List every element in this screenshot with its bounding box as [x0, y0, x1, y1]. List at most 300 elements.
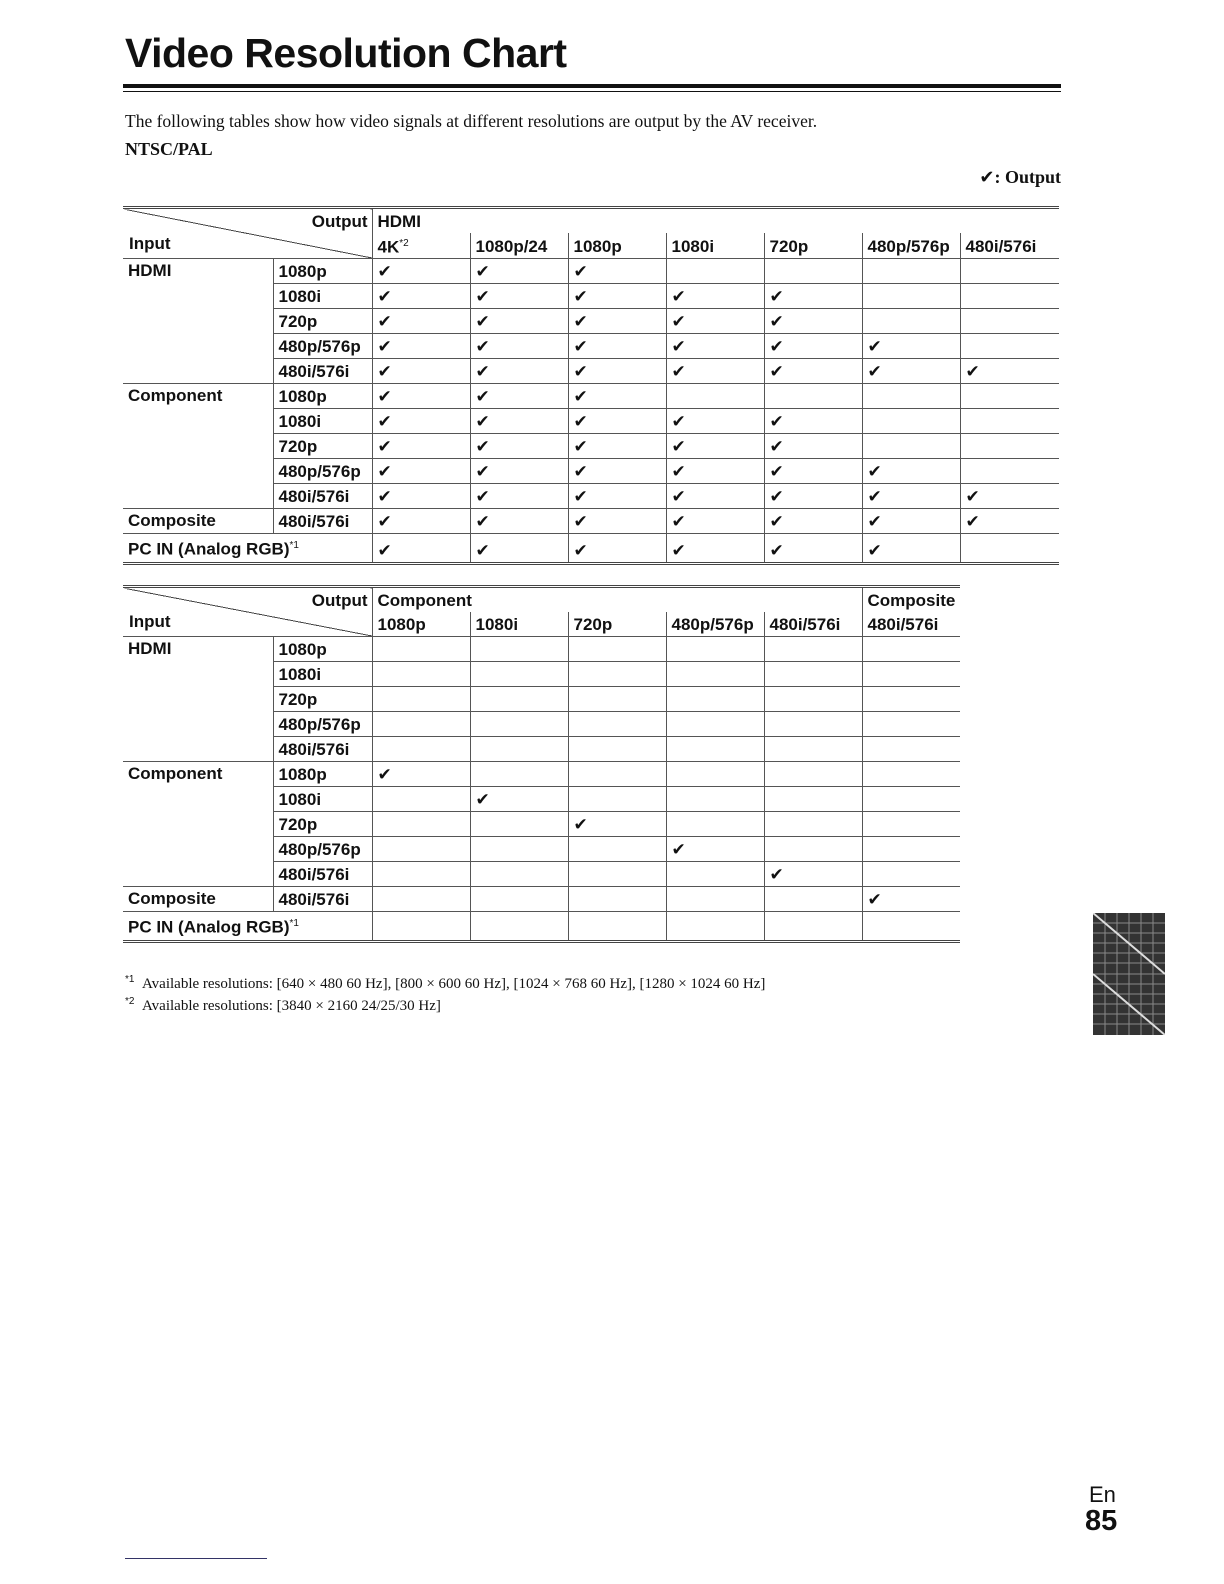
output-cell	[372, 534, 470, 564]
output-cell	[666, 459, 764, 484]
output-cell	[372, 812, 470, 837]
check-icon: ✔	[377, 337, 392, 358]
output-cell	[568, 384, 666, 409]
corner-header	[123, 587, 372, 637]
table-row	[123, 259, 1059, 284]
output-cell	[470, 359, 568, 384]
output-cell	[862, 384, 960, 409]
output-cell	[666, 359, 764, 384]
input-resolution: 1080p	[273, 259, 372, 284]
output-cell	[764, 712, 862, 737]
output-cell	[960, 534, 1059, 564]
input-group-label: HDMI	[123, 637, 273, 762]
output-cell	[470, 812, 568, 837]
footnote-mark: *1	[125, 974, 135, 985]
output-cell	[764, 309, 862, 334]
output-cell	[764, 359, 862, 384]
check-icon: ✔	[769, 312, 784, 333]
output-cell	[666, 837, 764, 862]
check-icon: ✔	[769, 865, 784, 885]
footnote-2	[125, 996, 441, 1015]
input-resolution: 720p	[273, 687, 372, 712]
output-cell	[862, 284, 960, 309]
input-resolution: 480i/576i	[273, 509, 372, 534]
output-cell	[372, 687, 470, 712]
output-cell	[470, 409, 568, 434]
input-resolution: 480i/576i	[273, 862, 372, 887]
output-cell	[764, 484, 862, 509]
check-icon: ✔	[377, 512, 392, 533]
output-cell	[764, 912, 862, 942]
footnote-mark: *2	[125, 996, 135, 1007]
check-icon: ✔	[377, 312, 392, 333]
column-header: 480i/576i	[960, 233, 1059, 259]
page-number: 85	[1085, 1505, 1118, 1537]
output-cell	[470, 434, 568, 459]
output-cell	[372, 409, 470, 434]
output-cell	[862, 334, 960, 359]
output-cell	[862, 459, 960, 484]
output-cell	[568, 309, 666, 334]
output-cell	[764, 837, 862, 862]
input-resolution: 1080p	[273, 762, 372, 787]
check-icon: ✔	[671, 487, 686, 508]
output-cell	[960, 384, 1059, 409]
output-cell	[764, 459, 862, 484]
output-cell	[372, 662, 470, 687]
output-cell	[666, 887, 764, 912]
input-group-label: PC IN (Analog RGB)$^{*1}$	[123, 534, 372, 564]
check-icon: ✔	[475, 337, 490, 358]
output-cell	[568, 787, 666, 812]
check-icon: ✔	[475, 512, 490, 533]
output-cell	[862, 762, 960, 787]
output-cell	[764, 687, 862, 712]
input-resolution: 1080p	[273, 384, 372, 409]
output-cell	[862, 509, 960, 534]
column-header: 720p	[764, 233, 862, 259]
output-cell	[666, 737, 764, 762]
output-cell	[960, 409, 1059, 434]
output-cell	[372, 887, 470, 912]
output-cell	[862, 534, 960, 564]
input-resolution: 1080i	[273, 662, 372, 687]
section-tab-graphic	[1093, 913, 1165, 1035]
check-icon: ✔	[573, 262, 588, 283]
output-cell	[372, 712, 470, 737]
footnote-text: Available resolutions: [640 × 480 60 Hz], [800 × 600 60 Hz], [1024 × 768 60 Hz], [1280 × 1024 60 Hz]	[141, 976, 766, 992]
output-cell	[862, 887, 960, 912]
column-header: 1080p	[372, 612, 470, 637]
output-cell	[470, 662, 568, 687]
output-label: Output	[311, 591, 368, 610]
input-label: Input	[129, 234, 171, 254]
output-cell	[666, 787, 764, 812]
check-icon: ✔	[475, 362, 490, 383]
output-cell	[568, 662, 666, 687]
output-cell	[764, 334, 862, 359]
check-icon: ✔	[671, 362, 686, 383]
input-resolution: 480p/576p	[273, 712, 372, 737]
output-cell	[862, 712, 960, 737]
output-cell	[568, 887, 666, 912]
check-icon: ✔	[475, 462, 490, 483]
output-cell	[372, 912, 470, 942]
table-row	[123, 887, 960, 912]
output-cell	[960, 259, 1059, 284]
output-cell	[666, 762, 764, 787]
check-icon: ✔	[475, 790, 490, 810]
output-cell	[764, 384, 862, 409]
output-cell	[960, 284, 1059, 309]
check-icon: ✔	[671, 462, 686, 483]
input-resolution: 480i/576i	[273, 887, 372, 912]
output-cell	[764, 637, 862, 662]
output-cell	[764, 662, 862, 687]
output-cell	[862, 309, 960, 334]
footnote-ref: *1	[289, 918, 299, 929]
input-group-label: Component	[123, 384, 273, 509]
output-cell	[470, 259, 568, 284]
check-icon: ✔	[671, 312, 686, 333]
input-resolution: 480i/576i	[273, 737, 372, 762]
check-icon: ✔	[377, 287, 392, 308]
check-icon: ✔	[769, 540, 784, 561]
output-cell	[568, 434, 666, 459]
output-cell	[764, 434, 862, 459]
footnote-1	[125, 974, 765, 993]
output-cell	[862, 434, 960, 459]
check-icon: ✔	[573, 540, 588, 561]
check-icon: ✔	[867, 362, 882, 383]
check-icon: ✔	[671, 412, 686, 433]
output-cell	[862, 662, 960, 687]
check-icon: ✔	[573, 387, 588, 408]
output-cell	[960, 434, 1059, 459]
output-cell	[568, 687, 666, 712]
footnote-ref: *2	[399, 237, 409, 249]
check-icon: ✔	[475, 540, 490, 561]
legend-text: : Output	[994, 167, 1061, 187]
output-cell	[764, 812, 862, 837]
check-icon: ✔	[377, 387, 392, 408]
corner-header	[123, 208, 372, 259]
output-cell	[568, 409, 666, 434]
output-cell	[764, 409, 862, 434]
check-icon: ✔	[769, 287, 784, 308]
check-icon: ✔	[867, 337, 882, 358]
check-icon: ✔	[867, 890, 882, 910]
check-icon: ✔	[377, 462, 392, 483]
output-cell	[764, 509, 862, 534]
output-cell	[372, 309, 470, 334]
table-row	[123, 534, 1059, 564]
output-cell	[764, 762, 862, 787]
output-cell	[470, 787, 568, 812]
input-resolution: 480i/576i	[273, 359, 372, 384]
output-cell	[372, 837, 470, 862]
check-icon: ✔	[867, 512, 882, 533]
check-icon: ✔	[377, 765, 392, 785]
output-cell	[372, 359, 470, 384]
output-cell	[568, 509, 666, 534]
output-cell	[568, 912, 666, 942]
title-rule-thin	[123, 91, 1061, 92]
footnote-text: Available resolutions: [3840 × 2160 24/25/30 Hz]	[141, 998, 441, 1014]
output-cell	[568, 837, 666, 862]
output-cell	[666, 484, 764, 509]
output-cell	[666, 534, 764, 564]
output-cell	[372, 259, 470, 284]
output-cell	[470, 484, 568, 509]
output-cell	[862, 409, 960, 434]
input-group-label: Composite	[123, 509, 273, 534]
check-icon: ✔	[769, 437, 784, 458]
table-row	[123, 762, 960, 787]
check-icon: ✔	[573, 487, 588, 508]
check-icon: ✔	[573, 312, 588, 333]
output-cell	[862, 837, 960, 862]
output-cell	[960, 459, 1059, 484]
column-header: 480i/576i	[862, 612, 960, 637]
column-header: 480p/576p	[666, 612, 764, 637]
check-icon: ✔	[475, 387, 490, 408]
output-cell	[862, 862, 960, 887]
output-cell	[568, 284, 666, 309]
table-row	[123, 384, 1059, 409]
check-icon: ✔	[573, 815, 588, 835]
input-resolution: 1080i	[273, 787, 372, 812]
check-icon: ✔	[475, 487, 490, 508]
check-icon: ✔	[573, 287, 588, 308]
check-icon: ✔	[769, 337, 784, 358]
output-cell	[568, 862, 666, 887]
check-icon: ✔	[965, 487, 980, 508]
input-resolution: 480p/576p	[273, 459, 372, 484]
output-cell	[372, 862, 470, 887]
hdmi-output-table	[123, 206, 1059, 565]
table-row	[123, 637, 960, 662]
output-cell	[470, 637, 568, 662]
output-cell	[764, 787, 862, 812]
output-cell	[862, 359, 960, 384]
check-icon: ✔	[671, 512, 686, 533]
output-cell	[666, 912, 764, 942]
output-cell	[960, 334, 1059, 359]
input-group-label: Composite	[123, 887, 273, 912]
output-cell	[372, 484, 470, 509]
output-legend	[979, 167, 1061, 188]
output-cell	[764, 534, 862, 564]
output-cell	[372, 459, 470, 484]
group-header-hdmi: HDMI	[372, 208, 1059, 233]
check-icon: ✔	[573, 462, 588, 483]
check-icon: ✔	[769, 512, 784, 533]
output-cell	[470, 712, 568, 737]
output-cell	[862, 484, 960, 509]
output-cell	[372, 384, 470, 409]
check-icon: ✔	[671, 437, 686, 458]
footer-line	[125, 1558, 267, 1559]
output-cell	[862, 637, 960, 662]
check-icon: ✔	[671, 540, 686, 561]
check-icon: ✔	[573, 512, 588, 533]
check-icon: ✔	[475, 312, 490, 333]
input-group-label: Component	[123, 762, 273, 887]
output-cell	[470, 737, 568, 762]
output-cell	[470, 509, 568, 534]
output-cell	[862, 737, 960, 762]
input-resolution: 480i/576i	[273, 484, 372, 509]
check-icon: ✔	[475, 287, 490, 308]
footnote-ref: *1	[289, 540, 299, 552]
output-cell	[960, 309, 1059, 334]
input-resolution: 1080p	[273, 637, 372, 662]
input-resolution: 1080i	[273, 284, 372, 309]
check-icon: ✔	[867, 540, 882, 561]
output-cell	[372, 334, 470, 359]
column-header: 1080p	[568, 233, 666, 259]
output-cell	[666, 687, 764, 712]
group-header-component: Component	[372, 587, 862, 612]
check-icon: ✔	[867, 462, 882, 483]
check-icon: ✔	[573, 437, 588, 458]
output-cell	[666, 309, 764, 334]
output-cell	[568, 712, 666, 737]
output-cell	[764, 737, 862, 762]
check-icon: ✔	[377, 412, 392, 433]
output-cell	[862, 687, 960, 712]
output-cell	[470, 459, 568, 484]
check-icon: ✔	[377, 262, 392, 283]
output-cell	[666, 662, 764, 687]
check-icon: ✔	[377, 540, 392, 561]
output-cell	[666, 712, 764, 737]
column-header: $4K^{*2}$	[372, 233, 470, 259]
check-icon: ✔	[671, 337, 686, 358]
check-icon: ✔	[867, 487, 882, 508]
input-resolution: 1080i	[273, 409, 372, 434]
check-icon: ✔	[671, 840, 686, 860]
output-cell	[372, 434, 470, 459]
output-cell	[372, 637, 470, 662]
output-cell	[764, 862, 862, 887]
output-cell	[372, 762, 470, 787]
output-cell	[372, 787, 470, 812]
output-cell	[666, 334, 764, 359]
output-cell	[470, 912, 568, 942]
output-cell	[862, 812, 960, 837]
check-icon: ✔	[377, 487, 392, 508]
output-cell	[666, 812, 764, 837]
input-resolution: 480p/576p	[273, 334, 372, 359]
check-icon: ✔	[965, 512, 980, 533]
title-rule	[123, 84, 1061, 88]
input-resolution: 720p	[273, 812, 372, 837]
check-icon: ✔	[769, 462, 784, 483]
check-icon: ✔	[979, 167, 995, 188]
output-cell	[666, 259, 764, 284]
output-cell	[568, 484, 666, 509]
input-label: Input	[129, 612, 171, 631]
intro-text: The following tables show how video signals at different resolutions are output by the AV receiver.	[125, 111, 818, 131]
analog-output-table	[123, 585, 960, 943]
output-cell	[470, 309, 568, 334]
check-icon: ✔	[573, 362, 588, 383]
output-cell	[470, 687, 568, 712]
input-resolution: 480p/576p	[273, 837, 372, 862]
output-cell	[960, 484, 1059, 509]
output-cell	[568, 334, 666, 359]
column-header: 1080p/24	[470, 233, 568, 259]
column-header: 1080i	[666, 233, 764, 259]
check-icon: ✔	[573, 412, 588, 433]
output-cell	[568, 637, 666, 662]
output-cell	[470, 862, 568, 887]
output-cell	[568, 259, 666, 284]
check-icon: ✔	[573, 337, 588, 358]
input-group-label: PC IN (Analog RGB)$^{*1}$	[123, 912, 372, 942]
column-header: 720p	[568, 612, 666, 637]
output-cell	[568, 762, 666, 787]
output-cell	[470, 284, 568, 309]
output-cell	[568, 359, 666, 384]
output-cell	[862, 259, 960, 284]
check-icon: ✔	[769, 487, 784, 508]
output-cell	[764, 259, 862, 284]
output-cell	[470, 837, 568, 862]
output-label: Output	[311, 212, 368, 231]
check-icon: ✔	[475, 412, 490, 433]
input-resolution: 720p	[273, 309, 372, 334]
group-header-composite: Composite	[862, 587, 960, 612]
page-language: En	[1089, 1482, 1116, 1507]
check-icon: ✔	[769, 412, 784, 433]
check-icon: ✔	[475, 262, 490, 283]
output-cell	[470, 384, 568, 409]
check-icon: ✔	[377, 362, 392, 383]
check-icon: ✔	[377, 437, 392, 458]
page-title: Video Resolution Chart	[125, 30, 567, 76]
output-cell	[372, 737, 470, 762]
output-cell	[568, 459, 666, 484]
column-header: 480i/576i	[764, 612, 862, 637]
output-cell	[666, 434, 764, 459]
output-cell	[666, 409, 764, 434]
check-icon: ✔	[671, 287, 686, 308]
output-cell	[666, 637, 764, 662]
output-cell	[666, 384, 764, 409]
output-cell	[862, 912, 960, 942]
output-cell	[568, 737, 666, 762]
column-header: 480p/576p	[862, 233, 960, 259]
output-cell	[764, 887, 862, 912]
input-resolution: 720p	[273, 434, 372, 459]
input-group-label: HDMI	[123, 259, 273, 384]
output-cell	[960, 359, 1059, 384]
column-header: 1080i	[470, 612, 568, 637]
table-row	[123, 912, 960, 942]
output-cell	[470, 334, 568, 359]
output-cell	[960, 509, 1059, 534]
output-cell	[568, 812, 666, 837]
output-cell	[568, 534, 666, 564]
output-cell	[470, 887, 568, 912]
section-subheading: NTSC/PAL	[125, 139, 213, 159]
table-row	[123, 509, 1059, 534]
output-cell	[372, 509, 470, 534]
check-icon: ✔	[475, 437, 490, 458]
